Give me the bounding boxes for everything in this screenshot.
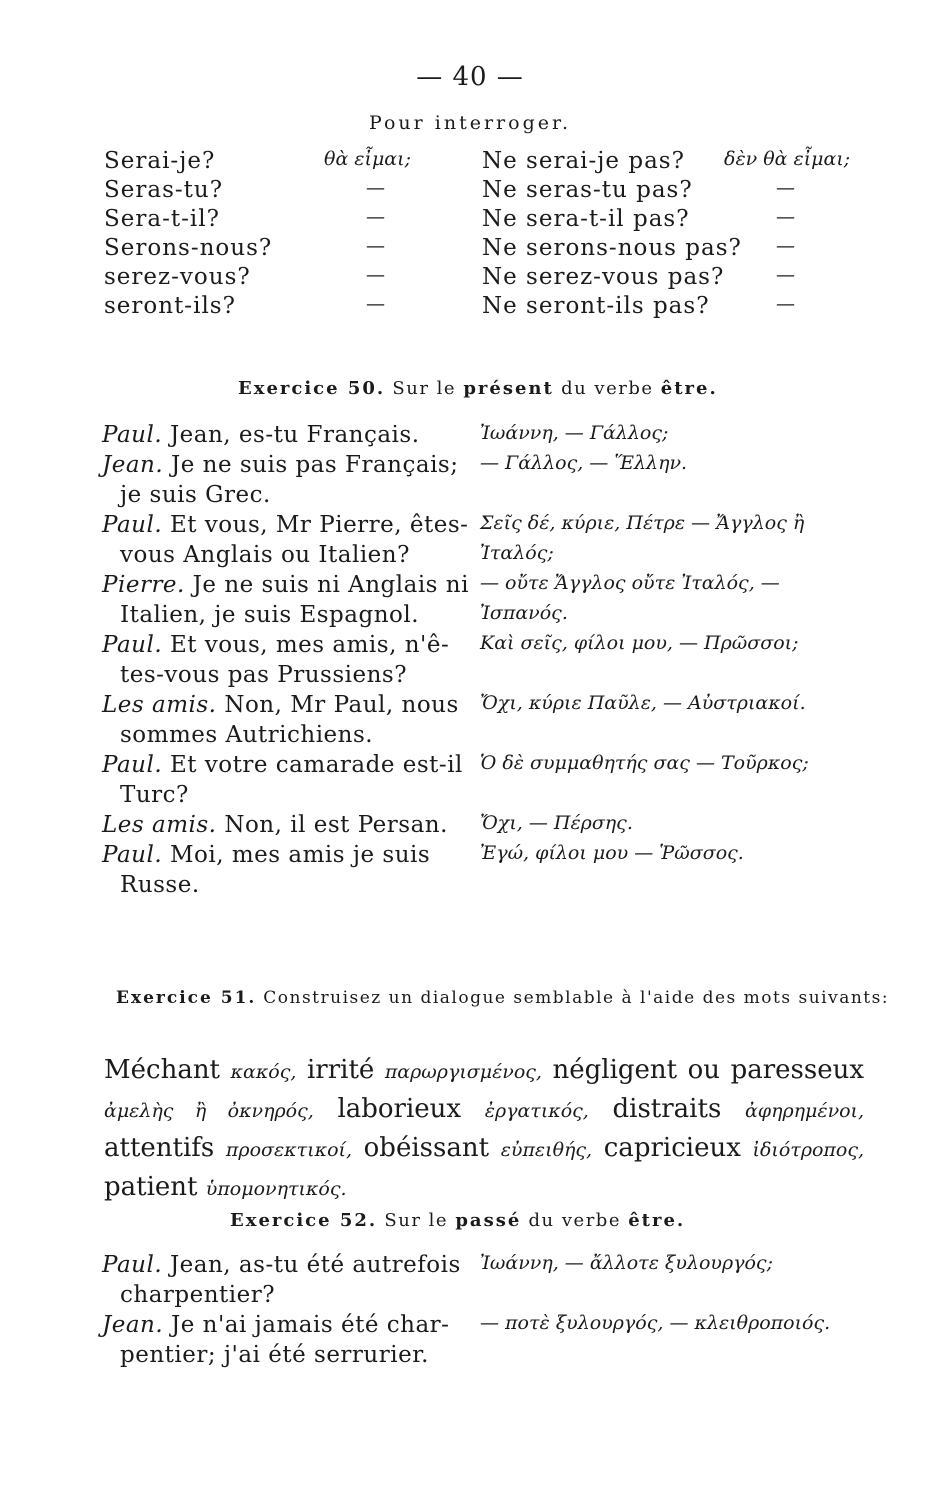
vocab-gr: ἀφηρημένοι, xyxy=(744,1100,865,1122)
french-text: je suis Grec. xyxy=(120,482,271,508)
conj-neg-fr: Ne serez-vous pas? xyxy=(482,264,725,290)
dialogue-line xyxy=(102,812,892,842)
exercise-51-heading xyxy=(116,988,889,1008)
conjugation-row xyxy=(104,293,894,322)
conjugation-row xyxy=(104,235,894,264)
conj-gr: — xyxy=(366,235,385,257)
french-text: Non, il est Persan. xyxy=(224,812,448,838)
french-text: Et vous, Mr Pierre, êtes- xyxy=(169,512,469,538)
vocab-fr: obéissant xyxy=(363,1133,490,1163)
conj-fr: serez-vous? xyxy=(104,264,251,290)
conjugation-table xyxy=(104,148,894,322)
exercise-label: Exercice 51. xyxy=(116,988,257,1008)
speaker: Paul. xyxy=(102,512,163,538)
page-number: — 40 — xyxy=(416,62,524,92)
french-text: sommes Autrichiens. xyxy=(120,722,374,748)
greek-text: Ἰωάννη, — ἄλλοτε ξυλουργός; xyxy=(480,1252,773,1274)
conj-neg-gr: — xyxy=(776,235,795,257)
dialogue-line xyxy=(102,1252,892,1282)
exercise-52-heading xyxy=(230,1210,685,1231)
french-text: Non, Mr Paul, nous xyxy=(224,692,459,718)
french-text: vous Anglais ou Italien? xyxy=(120,542,410,568)
speaker: Paul. xyxy=(102,842,163,868)
speaker: Les amis. xyxy=(102,812,217,838)
exercise-text: Sur le xyxy=(384,1210,449,1231)
dialogue-line xyxy=(102,872,892,902)
conj-gr: — xyxy=(366,206,385,228)
exercise-text: Sur le xyxy=(392,378,457,399)
speaker: Les amis. xyxy=(102,692,217,718)
dialogue-line xyxy=(102,1342,892,1372)
greek-text: Ἰσπανός. xyxy=(480,602,568,624)
conj-neg-gr: — xyxy=(776,264,795,286)
speaker: Paul. xyxy=(102,632,163,658)
conjugation-row xyxy=(104,177,894,206)
french-text: tes-vous pas Prussiens? xyxy=(120,662,408,688)
dialogue-line xyxy=(102,662,892,692)
greek-text: Ὄχι, κύριε Παῦλε, — Αὐστριακοί. xyxy=(480,692,806,714)
greek-text: Ἰταλός; xyxy=(480,542,554,564)
vocab-fr: laborieux xyxy=(337,1094,462,1124)
greek-text: Καὶ σεῖς, φίλοι μου, — Πρῶσσοι; xyxy=(480,632,799,654)
conj-neg-gr: — xyxy=(776,177,795,199)
conj-fr: Serons-nous? xyxy=(104,235,273,261)
conj-fr: Serai-je? xyxy=(104,148,216,174)
vocab-gr: κακός, xyxy=(230,1061,297,1083)
dialogue-50 xyxy=(102,422,892,902)
exercise-50-heading xyxy=(238,378,718,399)
vocab-gr: ὑπομονητικός. xyxy=(205,1178,347,1200)
greek-text: — Γάλλος, — Ἕλλην. xyxy=(480,452,688,474)
conj-gr: θὰ εἶμαι; xyxy=(324,148,411,170)
conjugation-row xyxy=(104,264,894,293)
dialogue-line xyxy=(102,722,892,752)
conj-gr: — xyxy=(366,293,385,315)
exercise-text: du verbe xyxy=(561,378,654,399)
vocab-gr: παρωργισμένος, xyxy=(384,1061,542,1083)
conj-gr: — xyxy=(366,264,385,286)
exercise-verb: être. xyxy=(660,378,718,399)
greek-text: Ἰωάννη, — Γάλλος; xyxy=(480,422,669,444)
conj-neg-gr: — xyxy=(776,293,795,315)
dialogue-line xyxy=(102,542,892,572)
conj-neg-gr: — xyxy=(776,206,795,228)
dialogue-line xyxy=(102,572,892,602)
speaker: Paul. xyxy=(102,1252,163,1278)
french-text: Et vous, mes amis, n'ê- xyxy=(169,632,450,658)
conj-neg-fr: Ne sera-t-il pas? xyxy=(482,206,690,232)
vocab-gr: ἀμελὴς ἢ ὀκνηρός, xyxy=(104,1100,314,1122)
greek-text: Ὁ δὲ συμμαθητής σας — Τοῦρκος; xyxy=(480,752,809,774)
conj-fr: Sera-t-il? xyxy=(104,206,220,232)
greek-text: — οὔτε Ἄγγλος οὔτε Ἰταλός, — xyxy=(480,572,780,594)
vocab-gr: προσεκτικοί, xyxy=(225,1139,352,1161)
conj-fr: seront-ils? xyxy=(104,293,236,319)
vocab-fr: capricieux xyxy=(603,1133,741,1163)
exercise-text: du verbe xyxy=(528,1210,621,1231)
french-text: Italien, je suis Espagnol. xyxy=(120,602,420,628)
dialogue-line xyxy=(102,752,892,782)
french-text: Russe. xyxy=(120,872,200,898)
dialogue-line xyxy=(102,422,892,452)
conj-neg-fr: Ne serai-je pas? xyxy=(482,148,685,174)
speaker: Jean. xyxy=(102,1312,164,1338)
french-text: Turc? xyxy=(120,782,189,808)
speaker: Paul. xyxy=(102,752,163,778)
exercise-text: Construisez un dialogue semblable à l'aide des mots suivants: xyxy=(263,988,890,1008)
vocab-fr: patient xyxy=(104,1172,198,1202)
french-text: Je ne suis pas Français; xyxy=(170,452,459,478)
conj-neg-fr: Ne serons-nous pas? xyxy=(482,235,742,261)
vocab-fr: attentifs xyxy=(104,1133,215,1163)
conj-neg-fr: Ne seront-ils pas? xyxy=(482,293,710,319)
conjugation-row xyxy=(104,148,894,177)
french-text: Jean, es-tu Français. xyxy=(169,422,420,448)
french-text: charpentier? xyxy=(120,1282,276,1308)
french-text: Je ne suis ni Anglais ni xyxy=(192,572,469,598)
vocab-fr: distraits xyxy=(612,1094,722,1124)
dialogue-line xyxy=(102,512,892,542)
dialogue-line xyxy=(102,482,892,512)
vocab-fr: irrité xyxy=(306,1055,375,1085)
french-text: pentier; j'ai été serrurier. xyxy=(120,1342,429,1368)
vocab-fr: négligent ou paresseux xyxy=(552,1055,865,1085)
french-text: Je n'ai jamais été char- xyxy=(170,1312,450,1338)
conjugation-row xyxy=(104,206,894,235)
dialogue-line xyxy=(102,602,892,632)
speaker: Paul. xyxy=(102,422,163,448)
vocab-gr: ἰδιότροπος, xyxy=(752,1139,865,1161)
vocab-fr: Méchant xyxy=(104,1055,221,1085)
conj-gr: — xyxy=(366,177,385,199)
vocabulary-paragraph xyxy=(104,1052,864,1208)
speaker: Jean. xyxy=(102,452,164,478)
dialogue-52 xyxy=(102,1252,892,1372)
french-text: Et votre camarade est-il xyxy=(169,752,463,778)
dialogue-line xyxy=(102,842,892,872)
greek-text: Σεῖς δέ, κύριε, Πέτρε — Ἄγγλος ἢ xyxy=(480,512,805,534)
conj-neg-gr: δὲν θὰ εἶμαι; xyxy=(724,148,851,170)
dialogue-line xyxy=(102,1312,892,1342)
conj-neg-fr: Ne seras-tu pas? xyxy=(482,177,693,203)
vocab-gr: εὐπειθής, xyxy=(500,1139,593,1161)
exercise-verb: être. xyxy=(628,1210,686,1231)
exercise-keyword: présent xyxy=(463,378,554,399)
french-text: Jean, as-tu été autrefois xyxy=(169,1252,461,1278)
exercise-label: Exercice 52. xyxy=(230,1210,378,1231)
section-heading: Pour interroger. xyxy=(368,112,572,134)
dialogue-line xyxy=(102,452,892,482)
exercise-label: Exercice 50. xyxy=(238,378,386,399)
exercise-keyword: passé xyxy=(455,1210,522,1231)
dialogue-line xyxy=(102,782,892,812)
conj-fr: Seras-tu? xyxy=(104,177,224,203)
french-text: Moi, mes amis je suis xyxy=(169,842,431,868)
speaker: Pierre. xyxy=(102,572,185,598)
dialogue-line xyxy=(102,632,892,662)
vocab-gr: ἐργατικός, xyxy=(484,1100,589,1122)
greek-text: Ὄχι, — Πέρσης. xyxy=(480,812,633,834)
dialogue-line xyxy=(102,1282,892,1312)
greek-text: Ἐγώ, φίλοι μου — Ῥῶσσος. xyxy=(480,842,744,864)
greek-text: — ποτὲ ξυλουργός, — κλειθροποιός. xyxy=(480,1312,831,1334)
dialogue-line xyxy=(102,692,892,722)
